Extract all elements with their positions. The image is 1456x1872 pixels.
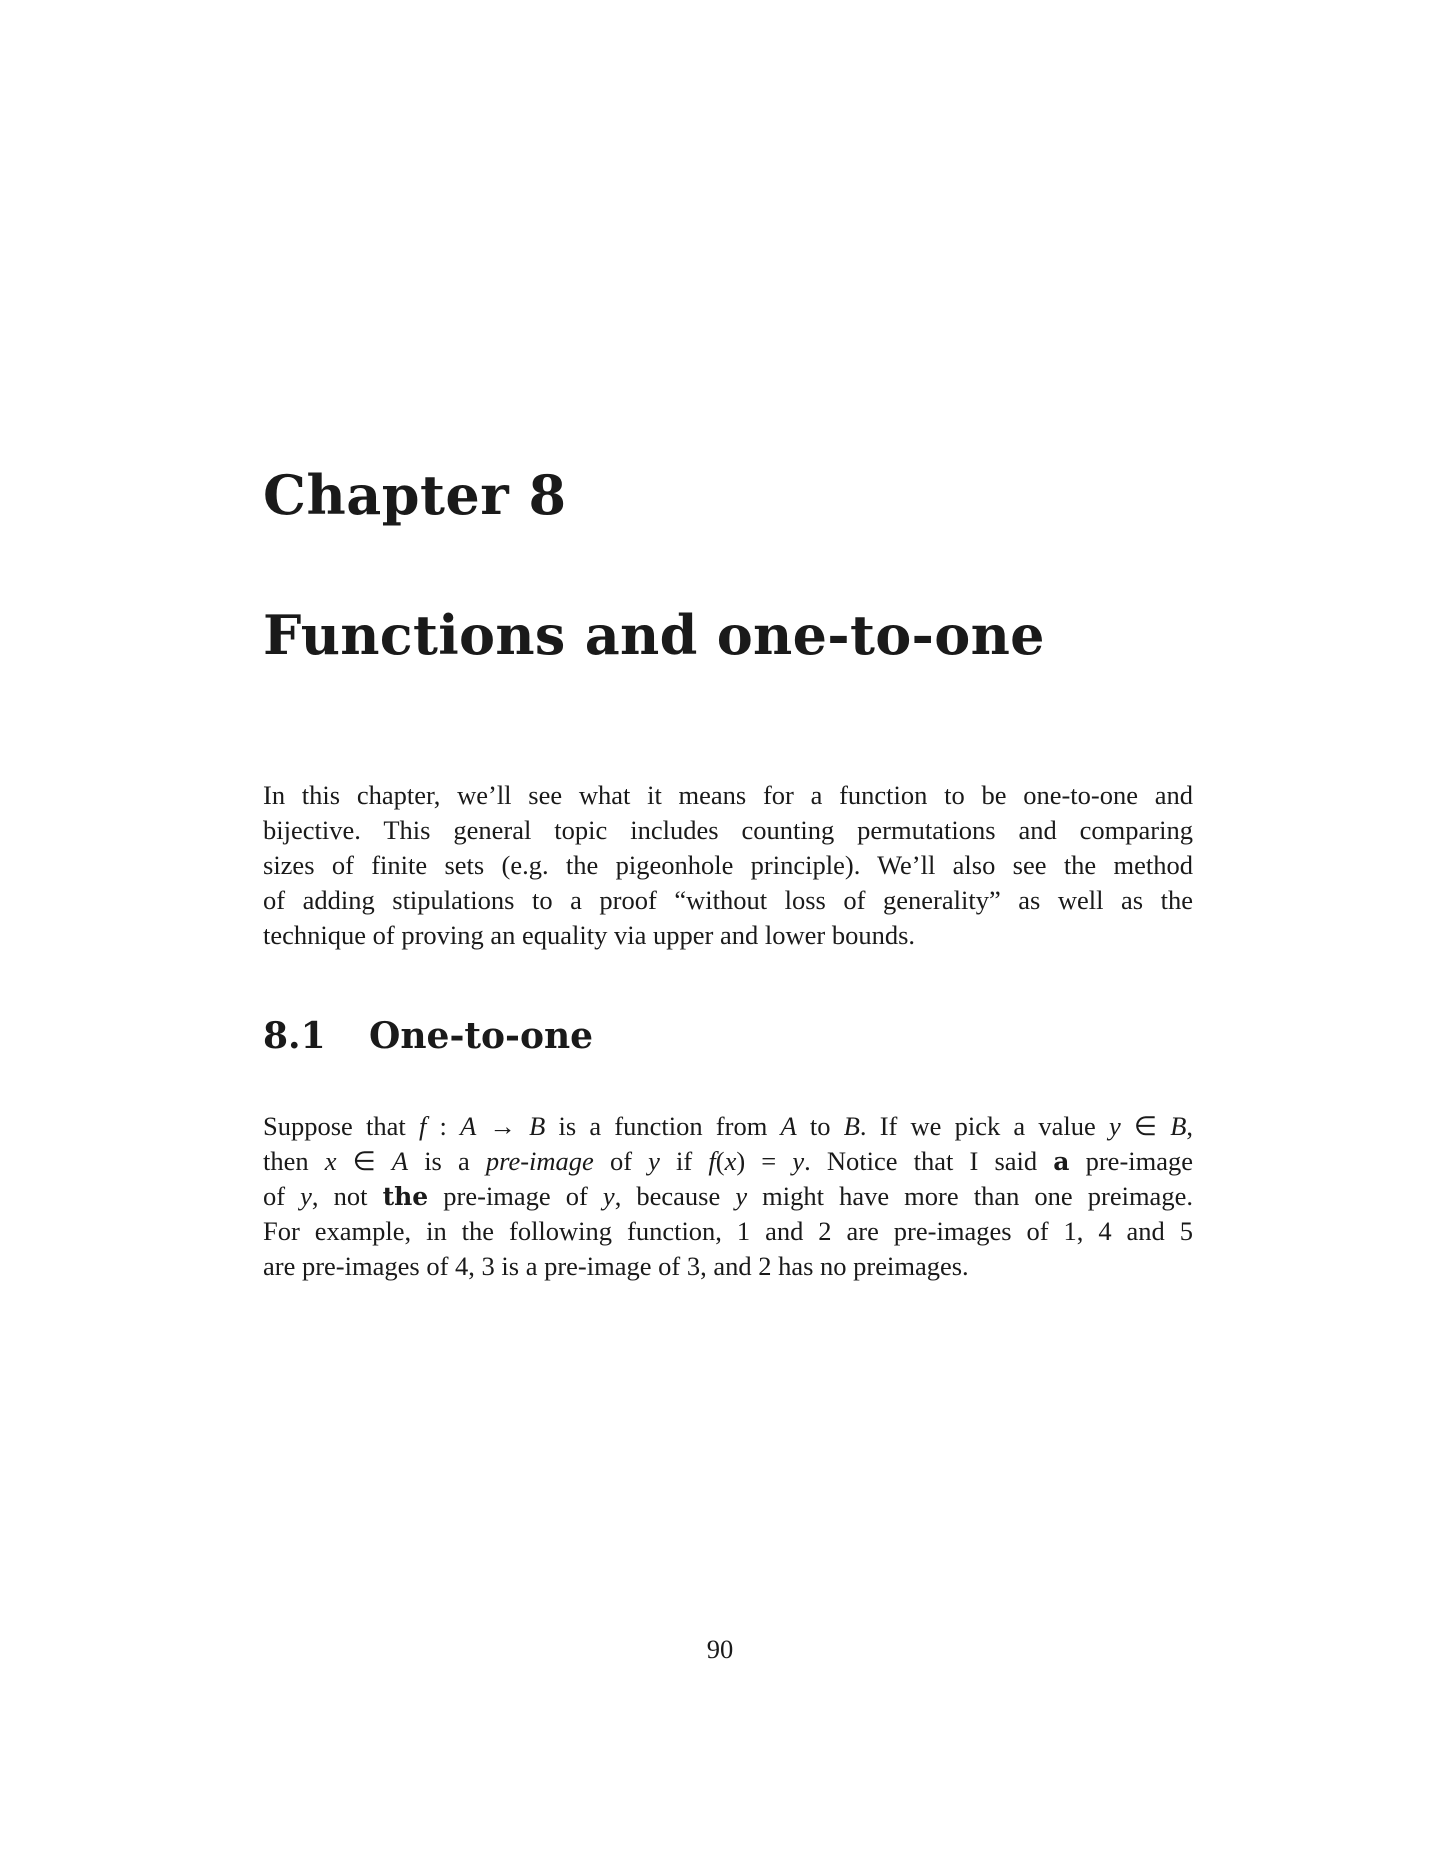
body-line-1 <box>263 1109 1193 1144</box>
math-symbol: x <box>724 1146 737 1176</box>
intro-line: bijective. This general topic includes counting permutations and comparing <box>263 815 1193 845</box>
intro-line: of adding stipulations to a proof “without loss of generality” as well as the <box>263 885 1193 915</box>
math-symbol: B <box>529 1111 546 1141</box>
section-heading <box>263 1015 594 1057</box>
text-run: of <box>263 1181 301 1211</box>
text-run: if <box>659 1146 709 1176</box>
body-line-5: are pre-images of 4, 3 is a pre-image of 3, and 2 has no preimages. <box>263 1251 969 1281</box>
math-symbol: y <box>648 1146 660 1176</box>
body-line-4: For example, in the following function, 1 and 2 are pre-images of 1, 4 and 5 <box>263 1216 1193 1246</box>
text-run: is a function from <box>545 1111 781 1141</box>
page-number: 90 <box>706 1634 734 1664</box>
text-run: ∈ <box>336 1146 392 1176</box>
text-run: . Notice that I said <box>804 1146 1054 1176</box>
math-symbol: x <box>324 1146 337 1176</box>
text-run: then <box>263 1146 325 1176</box>
text-run: is a <box>408 1146 486 1176</box>
body-line-3 <box>263 1179 1193 1214</box>
intro-line: sizes of finite sets (e.g. the pigeonhole principle). We’ll also see the method <box>263 850 1193 880</box>
math-symbol: A <box>780 1111 797 1141</box>
text-run: , not <box>311 1181 383 1211</box>
text-run: → <box>476 1111 530 1141</box>
text-run: pre-image <box>1069 1146 1194 1176</box>
math-symbol: y <box>602 1181 615 1211</box>
math-symbol: f <box>418 1111 427 1141</box>
chapter-title: Functions and one-to-one <box>263 603 1045 667</box>
math-symbol: y <box>792 1146 805 1176</box>
math-symbol: B <box>843 1111 860 1141</box>
text-run: , because <box>614 1181 736 1211</box>
text-run: , <box>1186 1111 1194 1141</box>
text-run: of <box>593 1146 649 1176</box>
section-number: 8.1 <box>263 1015 326 1057</box>
text-run: : <box>426 1111 461 1141</box>
intro-line: In this chapter, we’ll see what it means for a function to be one-to-one and <box>263 780 1193 810</box>
text-run: pre-image of <box>428 1181 603 1211</box>
text-run: might have more than one preimage. <box>747 1181 1193 1211</box>
text-run: ( <box>715 1146 725 1176</box>
text-run: ∈ <box>1120 1111 1171 1141</box>
text-run: ) = <box>736 1146 793 1176</box>
math-symbol: y <box>300 1181 312 1211</box>
chapter-label: Chapter 8 <box>263 463 567 527</box>
text-run: . If we pick a value <box>859 1111 1109 1141</box>
body-paragraph <box>263 1109 1193 1284</box>
math-symbol: A <box>460 1111 477 1141</box>
math-symbol: y <box>1108 1111 1121 1141</box>
text-run: Suppose that <box>263 1111 419 1141</box>
text-run: to <box>796 1111 844 1141</box>
math-symbol: f <box>708 1146 716 1176</box>
math-symbol: y <box>735 1181 748 1211</box>
bold-word: a <box>1053 1147 1070 1176</box>
body-line-2 <box>263 1144 1193 1179</box>
bold-word: the <box>382 1182 429 1211</box>
intro-paragraph <box>263 778 1193 953</box>
section-title: One-to-one <box>369 1015 594 1057</box>
emphasis-term: pre-image <box>485 1146 594 1176</box>
intro-line: technique of proving an equality via upper and lower bounds. <box>263 920 916 950</box>
math-symbol: B <box>1170 1111 1187 1141</box>
math-symbol: A <box>391 1146 409 1176</box>
